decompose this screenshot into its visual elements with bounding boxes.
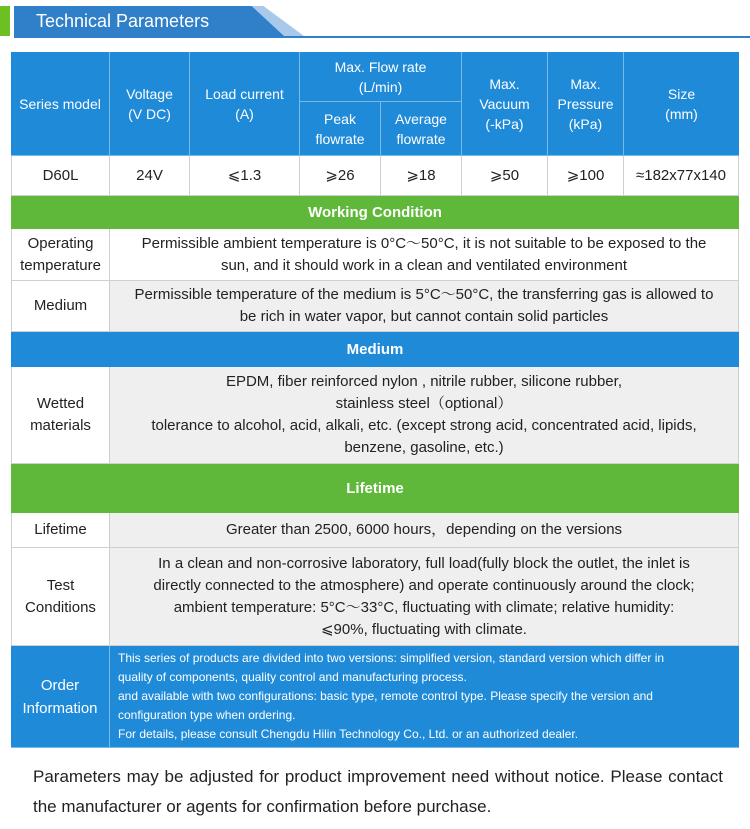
header-accent-bar	[0, 6, 10, 36]
header-vacuum-line2: Vacuum	[479, 95, 530, 112]
header-vacuum-line3: (-kPa)	[485, 115, 524, 132]
section-header	[0, 0, 750, 48]
cell-vacuum: ⩾50	[462, 156, 548, 196]
section-medium: Medium	[11, 332, 739, 367]
value-operating-temperature	[110, 229, 739, 281]
header-pressure-line3: (kPa)	[568, 115, 603, 132]
header-underline	[14, 36, 750, 38]
header-size-line2: (mm)	[665, 105, 698, 122]
cell-voltage: 24V	[110, 156, 190, 196]
value-test-line4: ⩽90%, fluctuating with climate.	[320, 620, 527, 638]
value-medium-line2: be rich in water vapor, but cannot contain solid particles	[239, 308, 609, 325]
label-order-line1: Order	[40, 676, 80, 694]
value-wetted-materials	[110, 367, 739, 464]
value-test-line2: directly connected to the atmosphere) and operate continuously around the clock;	[153, 576, 695, 594]
cell-average: ⩾18	[381, 156, 462, 196]
value-wetted-line4: benzene, gasoline, etc.)	[344, 439, 504, 456]
header-max-flow-line2: (L/min)	[358, 78, 403, 95]
value-test-line1: In a clean and non-corrosive laboratory, full load(fully block the outlet, the inlet is	[158, 554, 690, 572]
label-lifetime: Lifetime	[11, 513, 110, 548]
header-peak-line2: flowrate	[315, 130, 365, 147]
header-average-flowrate	[381, 102, 462, 156]
header-max-flow	[300, 52, 462, 102]
value-lifetime: Greater than 2500, 6000 hours，depending on the versions	[110, 513, 739, 548]
cell-size: ≈182x77x140	[624, 156, 739, 196]
label-order-information	[11, 646, 110, 748]
header-max-vacuum	[462, 52, 548, 156]
value-medium-line1: Permissible temperature of the medium is 5°C～50°C, the transferring gas is allowed to	[134, 286, 714, 303]
header-load-current-line2: (A)	[235, 105, 254, 122]
header-max-flow-line1: Max. Flow rate	[334, 58, 427, 75]
cell-peak: ⩾26	[300, 156, 381, 196]
header-size-line1: Size	[667, 85, 696, 102]
header-load-current	[190, 52, 300, 156]
header-series-model	[11, 52, 110, 156]
header-size	[624, 52, 739, 156]
value-order-line2: quality of components, quality control and manufacturing process.	[118, 670, 467, 684]
value-medium	[110, 281, 739, 332]
cell-current: ⩽1.3	[190, 156, 300, 196]
section-lifetime: Lifetime	[11, 464, 739, 513]
header-average-line1: Average	[395, 110, 447, 127]
header-peak-line1: Peak	[324, 110, 356, 127]
header-vacuum-line1: Max.	[489, 75, 520, 92]
value-wetted-line1: EPDM, fiber reinforced nylon , nitrile rubber, silicone rubber,	[225, 373, 622, 390]
header-max-pressure	[548, 52, 624, 156]
value-order-line3: and available with two configurations: basic type, remote control type. Please specify the version and	[118, 689, 653, 703]
value-operating-line1: Permissible ambient temperature is 0°C～50°C, it is not suitable to be exposed to the	[141, 234, 707, 252]
value-order-information	[110, 646, 739, 748]
header-load-current-line1: Load current	[205, 85, 284, 102]
header-voltage-line1: Voltage	[126, 85, 173, 102]
value-wetted-line2: stainless steel（optional）	[335, 395, 513, 412]
value-test-line3: ambient temperature: 5°C～33°C, fluctuating with climate; relative humidity:	[173, 598, 675, 616]
value-order-line5: For details, please consult Chengdu Hilin Technology Co., Ltd. or an authorized dealer.	[118, 727, 579, 741]
section-working-condition: Working Condition	[11, 196, 739, 229]
header-voltage-line2: (V DC)	[128, 105, 171, 122]
label-test-conditions	[11, 548, 110, 646]
value-order-line1: This series of products are divided into two versions: simplified version, standard version which differ in	[118, 651, 665, 665]
footer-note: Parameters may be adjusted for product improvement need without notice. Please contact the manufacturer or agents for confirmation before purchase.	[33, 767, 723, 816]
label-test-line1: Test	[46, 576, 75, 594]
page-title: Technical Parameters	[36, 11, 210, 31]
label-wetted-materials	[11, 367, 110, 464]
cell-pressure: ⩾100	[548, 156, 624, 196]
header-voltage	[110, 52, 190, 156]
label-test-line2: Conditions	[25, 598, 96, 616]
header-peak-flowrate	[300, 102, 381, 156]
label-medium: Medium	[11, 281, 110, 332]
value-order-line4: configuration type when ordering.	[118, 708, 296, 722]
label-operating-line2: temperature	[20, 256, 101, 274]
label-wetted-line1: Wetted	[36, 395, 85, 412]
value-test-conditions	[110, 548, 739, 646]
label-order-line2: Information	[22, 699, 98, 717]
value-operating-line2: sun, and it should work in a clean and ventilated environment	[220, 256, 628, 274]
label-operating-line1: Operating	[27, 234, 94, 252]
header-series-model-text: Series model	[19, 95, 101, 112]
header-pressure-line1: Max.	[570, 75, 601, 92]
header-pressure-line2: Pressure	[557, 95, 614, 112]
cell-model: D60L	[11, 156, 110, 196]
header-average-line2: flowrate	[396, 130, 446, 147]
label-wetted-line2: materials	[30, 417, 91, 434]
value-wetted-line3: tolerance to alcohol, acid, alkali, etc. (except strong acid, concentrated acid, lipids,	[151, 417, 697, 434]
label-operating-temperature	[11, 229, 110, 281]
